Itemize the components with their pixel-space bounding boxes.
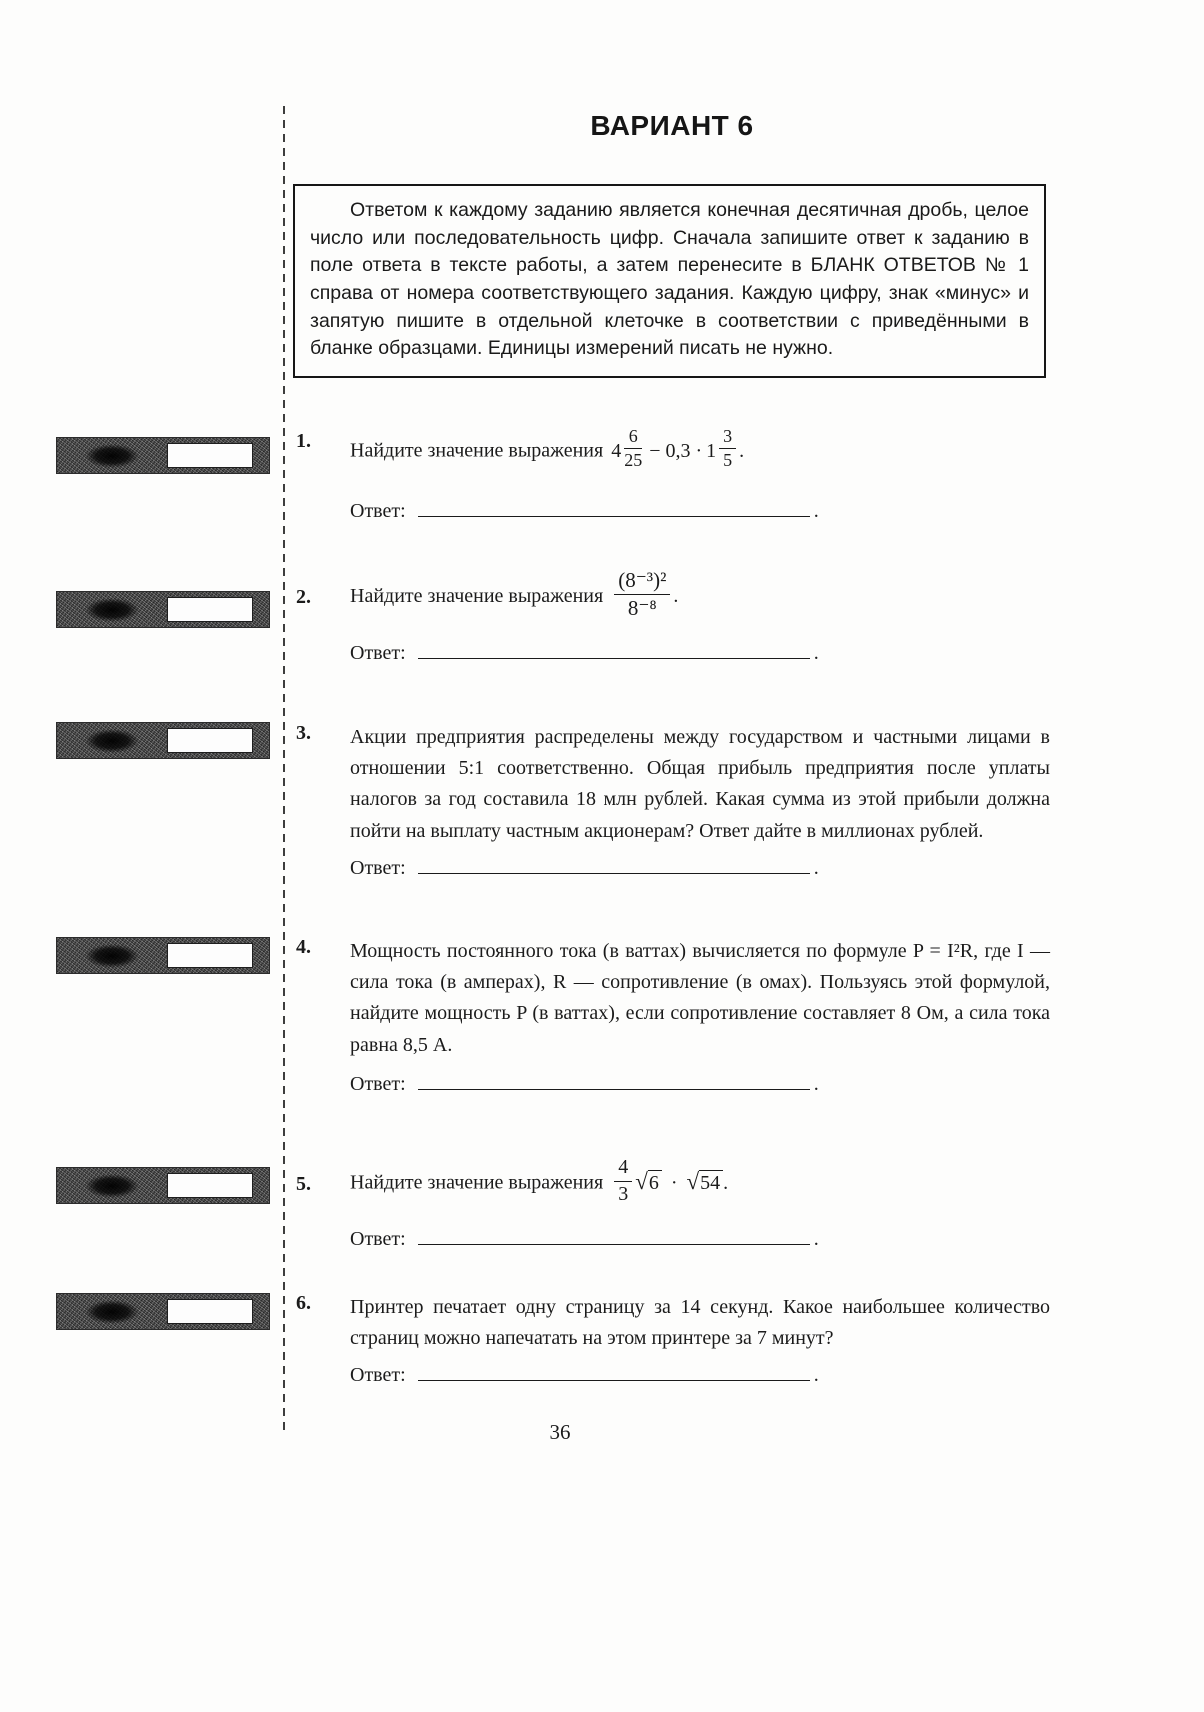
answer-code-strip-4: [56, 937, 270, 974]
page-title: ВАРИАНТ 6: [590, 110, 754, 141]
answer-blank-line: [418, 654, 810, 659]
answer-period: .: [813, 856, 819, 879]
denominator: 3: [618, 1182, 629, 1205]
problem-5-formula: [611, 1156, 729, 1205]
mixed-whole: 1: [706, 439, 717, 462]
problem-3: [296, 722, 1050, 880]
strip-answer-window: [167, 597, 253, 622]
denominator: 5: [723, 450, 733, 471]
answer-blank-line: [418, 869, 810, 874]
answer-code-strip-3: [56, 722, 270, 759]
answer-period: .: [813, 1228, 819, 1251]
radicand: 6: [648, 1170, 662, 1194]
problem-6-answer-row: [350, 1364, 1050, 1387]
answer-label: Ответ:: [350, 1072, 406, 1095]
problem-1-formula: [611, 426, 745, 471]
answer-label: Ответ:: [350, 856, 406, 879]
radicand: 54: [699, 1170, 723, 1194]
period: .: [723, 1171, 729, 1194]
problem-4-statement: Мощность постоянного тока (в ваттах) вычисляется по формуле P = I²R, где I — сила тока (в амперах), R — сопротивление (в омах). Пользуясь этой формулой, найдите мощность P (в ваттах), если сопротивление составляет 8 Ом, а сила тока равна 8,5 А.: [350, 940, 1050, 1056]
numerator: (8⁻³)²: [614, 569, 670, 595]
problem-3-number: 3.: [296, 722, 311, 744]
strip-answer-window: [167, 728, 253, 753]
answer-blank-line: [418, 512, 810, 517]
fraction: [614, 569, 670, 619]
problem-2-answer-row: [350, 642, 1050, 665]
problem-1: [296, 426, 1050, 523]
strip-answer-window: [167, 1173, 253, 1198]
numerator: 4: [614, 1157, 632, 1182]
problem-6: [296, 1292, 1050, 1387]
problem-2-lead: Найдите значение выражения: [350, 584, 604, 607]
radical-sign: √: [635, 1168, 648, 1194]
period: .: [739, 439, 745, 462]
fraction: [614, 1157, 632, 1205]
problem-3-statement: Акции предприятия распределены между государством и частными лицами в отношении 5:1 соответственно. Общая прибыль предприятия после уплаты налогов за год составила 18 млн рублей. Какая сумма из этой прибыли должна пойти на выплату частным акционерам? Ответ дайте в миллионах рублей.: [350, 726, 1050, 842]
problem-2: [296, 568, 1050, 665]
problem-5-number: 5.: [296, 1172, 311, 1195]
denominator: 25: [624, 450, 643, 471]
problem-1-answer-row: [350, 500, 1050, 523]
fraction: [719, 427, 736, 471]
answer-code-strip-5: [56, 1167, 270, 1204]
answer-blank-line: [418, 1240, 810, 1245]
period: .: [673, 584, 679, 607]
instructions-text: Ответом к каждому заданию является конечная десятичная дробь, целое число или последовательность цифр. Сначала запишите ответ к заданию в поле ответа в тексте работы, а затем перенесите в БЛАНК ОТВЕТОВ № 1 справа от номера соответствующего задания. Каждую цифру, знак «минус» и запятую пишите в отдельной клеточке в соответствии с приведёнными в бланке образцами. Единицы измерений писать не нужно.: [310, 199, 1029, 360]
answer-label: Ответ:: [350, 1228, 406, 1251]
answer-blank-line: [418, 1085, 810, 1090]
strip-answer-window: [167, 943, 253, 968]
problem-1-lead: Найдите значение выражения: [350, 439, 604, 462]
mixed-whole: 4: [611, 439, 622, 462]
answer-period: .: [813, 1364, 819, 1387]
problem-2-formula: [611, 568, 679, 620]
strip-answer-window: [167, 443, 253, 468]
problem-2-statement: [350, 568, 1050, 622]
problem-5-statement: [350, 1156, 1050, 1208]
strip-answer-window: [167, 1299, 253, 1324]
numerator: 3: [719, 427, 736, 449]
page-number: 36: [549, 1420, 571, 1444]
answer-code-strip-6: [56, 1293, 270, 1330]
problem-2-number: 2.: [296, 585, 311, 608]
answer-period: .: [813, 499, 819, 522]
problem-4-number: 4.: [296, 936, 311, 958]
radical-sign: √: [686, 1168, 700, 1194]
problem-1-statement: [350, 426, 1050, 474]
operator: − 0,3 ·: [649, 439, 703, 462]
answer-code-strip-1: [56, 437, 270, 474]
answer-label: Ответ:: [350, 1364, 406, 1387]
fraction: [624, 427, 642, 471]
problem-6-number: 6.: [296, 1292, 311, 1314]
answer-blank-line: [418, 1376, 810, 1381]
problem-5-answer-row: [350, 1228, 1050, 1251]
problem-3-answer-row: [350, 857, 1050, 880]
margin-dashed-separator: [283, 106, 285, 1434]
denominator: 8⁻⁸: [627, 595, 657, 620]
answer-period: .: [813, 642, 819, 665]
problem-4-answer-row: [350, 1073, 1050, 1096]
answer-label: Ответ:: [350, 642, 406, 665]
problem-6-statement: Принтер печатает одну страницу за 14 секунд. Какое наибольшее количество страниц можно напечатать на этом принтере за 7 минут?: [350, 1296, 1050, 1350]
problem-5: [296, 1156, 1050, 1251]
problem-4: [296, 936, 1050, 1096]
answer-label: Ответ:: [350, 499, 406, 522]
operator: ·: [670, 1171, 678, 1194]
answer-period: .: [813, 1072, 819, 1095]
instructions-box: [293, 184, 1046, 378]
problem-1-number: 1.: [296, 430, 311, 452]
answer-code-strip-2: [56, 591, 270, 628]
numerator: 6: [624, 427, 642, 449]
problem-5-lead: Найдите значение выражения: [350, 1171, 604, 1194]
